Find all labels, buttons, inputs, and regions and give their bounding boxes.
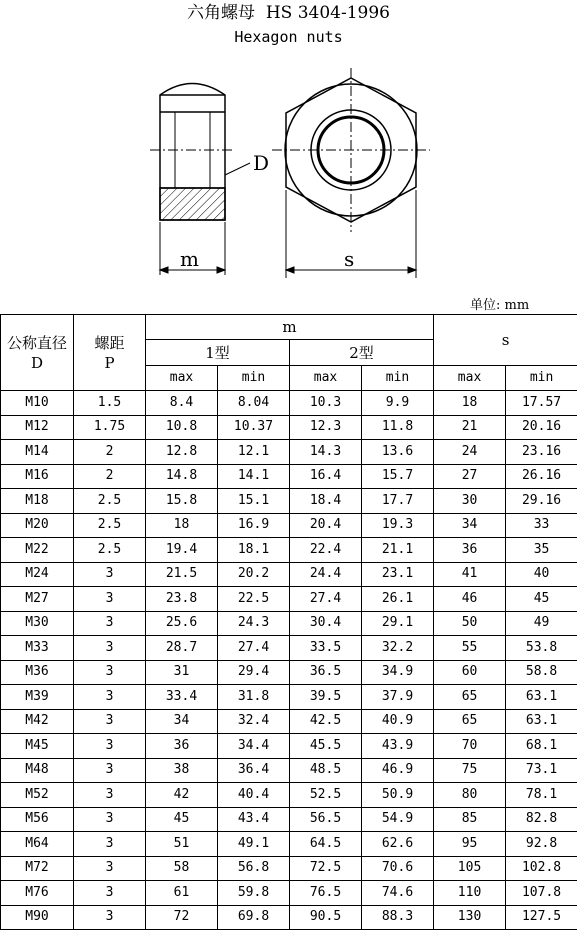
- cell-s-min: 63.1: [506, 709, 577, 734]
- cell-s-max: 65: [434, 709, 506, 734]
- cell-m2-min: 50.9: [362, 783, 434, 808]
- cell-size: M64: [1, 832, 74, 857]
- cell-pitch: 3: [74, 636, 146, 661]
- cell-m2-min: 88.3: [362, 905, 434, 930]
- cell-s-max: 36: [434, 538, 506, 563]
- cell-s-min: 82.8: [506, 807, 577, 832]
- cell-s-max: 34: [434, 513, 506, 538]
- header-type1: 1型: [146, 340, 290, 366]
- cell-m2-max: 90.5: [290, 905, 362, 930]
- cell-m1-min: 20.2: [218, 562, 290, 587]
- cell-m2-max: 33.5: [290, 636, 362, 661]
- cell-m2-max: 52.5: [290, 783, 362, 808]
- table-row: [1, 856, 577, 881]
- cell-s-max: 110: [434, 881, 506, 906]
- cell-pitch: 3: [74, 758, 146, 783]
- cell-m2-max: 76.5: [290, 881, 362, 906]
- cell-size: M52: [1, 783, 74, 808]
- cell-m2-min: 74.6: [362, 881, 434, 906]
- cell-pitch: 3: [74, 856, 146, 881]
- cell-s-max: 60: [434, 660, 506, 685]
- cell-s-min: 20.16: [506, 415, 577, 440]
- cell-m2-min: 37.9: [362, 685, 434, 710]
- header-nominal-diameter: 公称直径 D: [1, 315, 74, 391]
- header-type1-max: max: [146, 366, 218, 391]
- cell-s-min: 58.8: [506, 660, 577, 685]
- cell-m2-min: 13.6: [362, 440, 434, 465]
- cell-s-max: 85: [434, 807, 506, 832]
- cell-m2-min: 17.7: [362, 489, 434, 514]
- nut-top-view: [272, 68, 430, 232]
- table-row: [1, 709, 577, 734]
- cell-pitch: 3: [74, 660, 146, 685]
- cell-pitch: 2.5: [74, 538, 146, 563]
- cell-s-min: 33: [506, 513, 577, 538]
- cell-s-max: 95: [434, 832, 506, 857]
- cell-m2-min: 19.3: [362, 513, 434, 538]
- cell-pitch: 3: [74, 881, 146, 906]
- cell-m2-max: 24.4: [290, 562, 362, 587]
- cell-m2-min: 46.9: [362, 758, 434, 783]
- cell-m1-min: 56.8: [218, 856, 290, 881]
- cell-pitch: 3: [74, 832, 146, 857]
- table-row: [1, 685, 577, 710]
- cell-m2-max: 30.4: [290, 611, 362, 636]
- cell-m1-min: 18.1: [218, 538, 290, 563]
- cell-m2-max: 22.4: [290, 538, 362, 563]
- header-type1-min: min: [218, 366, 290, 391]
- cell-m1-min: 40.4: [218, 783, 290, 808]
- cell-s-min: 127.5: [506, 905, 577, 930]
- table-row: [1, 587, 577, 612]
- cell-size: M90: [1, 905, 74, 930]
- cell-m1-max: 8.4: [146, 391, 218, 416]
- cell-m2-max: 14.3: [290, 440, 362, 465]
- cell-m1-max: 45: [146, 807, 218, 832]
- cell-size: M48: [1, 758, 74, 783]
- cell-pitch: 3: [74, 905, 146, 930]
- header-type2-max: max: [290, 366, 362, 391]
- cell-m1-max: 58: [146, 856, 218, 881]
- cell-m1-min: 43.4: [218, 807, 290, 832]
- cell-pitch: 3: [74, 783, 146, 808]
- cell-s-min: 63.1: [506, 685, 577, 710]
- cell-m1-max: 25.6: [146, 611, 218, 636]
- table-row: [1, 832, 577, 857]
- cell-s-min: 107.8: [506, 881, 577, 906]
- cell-m1-min: 14.1: [218, 464, 290, 489]
- cell-pitch: 2: [74, 464, 146, 489]
- cell-s-max: 46: [434, 587, 506, 612]
- cell-m1-min: 49.1: [218, 832, 290, 857]
- cell-size: M27: [1, 587, 74, 612]
- table-row: [1, 440, 577, 465]
- cell-size: M42: [1, 709, 74, 734]
- cell-size: M72: [1, 856, 74, 881]
- cell-s-min: 78.1: [506, 783, 577, 808]
- cell-s-min: 102.8: [506, 856, 577, 881]
- cell-m2-min: 26.1: [362, 587, 434, 612]
- cell-pitch: 3: [74, 685, 146, 710]
- cell-m2-max: 18.4: [290, 489, 362, 514]
- cell-pitch: 3: [74, 734, 146, 759]
- thread-diameter-leader: [225, 151, 269, 175]
- cell-m1-min: 8.04: [218, 391, 290, 416]
- cell-m1-min: 10.37: [218, 415, 290, 440]
- cell-m1-max: 19.4: [146, 538, 218, 563]
- cell-s-max: 75: [434, 758, 506, 783]
- table-row: [1, 807, 577, 832]
- cell-m2-min: 32.2: [362, 636, 434, 661]
- cell-s-max: 18: [434, 391, 506, 416]
- cell-m2-max: 27.4: [290, 587, 362, 612]
- cell-m1-min: 22.5: [218, 587, 290, 612]
- cell-pitch: 3: [74, 587, 146, 612]
- cell-m2-min: 11.8: [362, 415, 434, 440]
- cell-m2-max: 36.5: [290, 660, 362, 685]
- cell-s-max: 21: [434, 415, 506, 440]
- header-m: m: [146, 315, 434, 340]
- nut-side-view: [150, 84, 235, 221]
- page-title: 六角螺母 HS 3404-1996: [0, 3, 577, 23]
- header-type2: 2型: [290, 340, 434, 366]
- cell-m2-min: 21.1: [362, 538, 434, 563]
- cell-s-max: 24: [434, 440, 506, 465]
- header-type2-min: min: [362, 366, 434, 391]
- cell-s-min: 26.16: [506, 464, 577, 489]
- cell-pitch: 2.5: [74, 513, 146, 538]
- cell-s-max: 70: [434, 734, 506, 759]
- cell-m2-min: 40.9: [362, 709, 434, 734]
- cell-m1-max: 31: [146, 660, 218, 685]
- cell-m2-max: 10.3: [290, 391, 362, 416]
- cell-s-min: 23.16: [506, 440, 577, 465]
- cell-size: M18: [1, 489, 74, 514]
- cell-m2-min: 54.9: [362, 807, 434, 832]
- cell-m1-max: 36: [146, 734, 218, 759]
- cell-s-max: 27: [434, 464, 506, 489]
- table-row: [1, 905, 577, 930]
- cell-m2-min: 70.6: [362, 856, 434, 881]
- cell-size: M16: [1, 464, 74, 489]
- cell-m1-max: 33.4: [146, 685, 218, 710]
- cell-m1-max: 21.5: [146, 562, 218, 587]
- cell-s-min: 45: [506, 587, 577, 612]
- cell-size: M10: [1, 391, 74, 416]
- cell-pitch: 3: [74, 562, 146, 587]
- cell-size: M24: [1, 562, 74, 587]
- cell-s-min: 35: [506, 538, 577, 563]
- header-s-min: min: [506, 366, 577, 391]
- cell-s-min: 40: [506, 562, 577, 587]
- header-s: s: [434, 315, 577, 366]
- cell-m2-min: 29.1: [362, 611, 434, 636]
- cell-m2-min: 34.9: [362, 660, 434, 685]
- cell-m1-max: 12.8: [146, 440, 218, 465]
- cell-size: M14: [1, 440, 74, 465]
- cell-m1-min: 32.4: [218, 709, 290, 734]
- cell-size: M56: [1, 807, 74, 832]
- cell-size: M22: [1, 538, 74, 563]
- cell-m1-max: 14.8: [146, 464, 218, 489]
- cell-pitch: 2: [74, 440, 146, 465]
- cell-pitch: 3: [74, 709, 146, 734]
- cell-m1-min: 34.4: [218, 734, 290, 759]
- cell-m2-max: 72.5: [290, 856, 362, 881]
- cell-m1-max: 42: [146, 783, 218, 808]
- table-row: [1, 636, 577, 661]
- cell-s-max: 65: [434, 685, 506, 710]
- cell-s-max: 80: [434, 783, 506, 808]
- table-row: [1, 538, 577, 563]
- cell-m1-max: 15.8: [146, 489, 218, 514]
- table-row: [1, 464, 577, 489]
- cell-m1-max: 18: [146, 513, 218, 538]
- cell-m2-max: 45.5: [290, 734, 362, 759]
- cell-m1-min: 12.1: [218, 440, 290, 465]
- cell-m2-min: 23.1: [362, 562, 434, 587]
- cell-m1-min: 31.8: [218, 685, 290, 710]
- cell-m2-min: 43.9: [362, 734, 434, 759]
- cell-m1-min: 36.4: [218, 758, 290, 783]
- cell-m2-max: 42.5: [290, 709, 362, 734]
- cell-s-max: 105: [434, 856, 506, 881]
- cell-m1-min: 24.3: [218, 611, 290, 636]
- cell-s-min: 68.1: [506, 734, 577, 759]
- cell-m2-max: 56.5: [290, 807, 362, 832]
- cell-size: M20: [1, 513, 74, 538]
- cell-m1-max: 34: [146, 709, 218, 734]
- cell-m2-min: 15.7: [362, 464, 434, 489]
- cell-s-min: 17.57: [506, 391, 577, 416]
- label-s: s: [344, 247, 354, 271]
- cell-m1-max: 61: [146, 881, 218, 906]
- cell-s-min: 29.16: [506, 489, 577, 514]
- table-row: [1, 881, 577, 906]
- cell-s-min: 92.8: [506, 832, 577, 857]
- table-row: [1, 391, 577, 416]
- cell-pitch: 2.5: [74, 489, 146, 514]
- table-row: [1, 611, 577, 636]
- page-subtitle: Hexagon nuts: [0, 27, 577, 47]
- table-row: [1, 489, 577, 514]
- cell-m1-min: 69.8: [218, 905, 290, 930]
- cell-s-max: 50: [434, 611, 506, 636]
- cell-size: M76: [1, 881, 74, 906]
- cell-size: M12: [1, 415, 74, 440]
- cell-m1-max: 51: [146, 832, 218, 857]
- label-m: m: [180, 247, 199, 271]
- cell-s-min: 53.8: [506, 636, 577, 661]
- cell-m2-min: 9.9: [362, 391, 434, 416]
- cell-m2-max: 16.4: [290, 464, 362, 489]
- cell-m1-max: 23.8: [146, 587, 218, 612]
- cell-m1-min: 16.9: [218, 513, 290, 538]
- header-s-max: max: [434, 366, 506, 391]
- cell-m1-min: 15.1: [218, 489, 290, 514]
- cell-size: M45: [1, 734, 74, 759]
- cell-s-min: 49: [506, 611, 577, 636]
- cell-m1-max: 72: [146, 905, 218, 930]
- cell-size: M30: [1, 611, 74, 636]
- cell-m2-max: 48.5: [290, 758, 362, 783]
- hexagon-nut-drawing: [0, 55, 577, 285]
- table-row: [1, 734, 577, 759]
- cell-m2-max: 12.3: [290, 415, 362, 440]
- table-row: [1, 758, 577, 783]
- cell-m2-max: 64.5: [290, 832, 362, 857]
- table-row: [1, 415, 577, 440]
- cell-m1-min: 27.4: [218, 636, 290, 661]
- cell-m2-max: 20.4: [290, 513, 362, 538]
- header-pitch: 螺距 P: [74, 315, 146, 391]
- cell-m2-min: 62.6: [362, 832, 434, 857]
- cell-m1-max: 10.8: [146, 415, 218, 440]
- cell-size: M39: [1, 685, 74, 710]
- cell-pitch: 1.5: [74, 391, 146, 416]
- dimension-table: [0, 314, 577, 930]
- label-d: D: [253, 151, 269, 175]
- cell-s-max: 55: [434, 636, 506, 661]
- cell-size: M33: [1, 636, 74, 661]
- cell-s-min: 73.1: [506, 758, 577, 783]
- table-row: [1, 783, 577, 808]
- cell-s-max: 30: [434, 489, 506, 514]
- cell-m2-max: 39.5: [290, 685, 362, 710]
- cell-m1-max: 28.7: [146, 636, 218, 661]
- cell-s-max: 130: [434, 905, 506, 930]
- table-row: [1, 660, 577, 685]
- cell-pitch: 3: [74, 807, 146, 832]
- cell-pitch: 3: [74, 611, 146, 636]
- cell-m1-max: 38: [146, 758, 218, 783]
- cell-m1-min: 59.8: [218, 881, 290, 906]
- cell-size: M36: [1, 660, 74, 685]
- unit-label: 单位: mm: [470, 298, 529, 314]
- table-row: [1, 513, 577, 538]
- cell-pitch: 1.75: [74, 415, 146, 440]
- table-row: [1, 562, 577, 587]
- cell-m1-min: 29.4: [218, 660, 290, 685]
- cell-s-max: 41: [434, 562, 506, 587]
